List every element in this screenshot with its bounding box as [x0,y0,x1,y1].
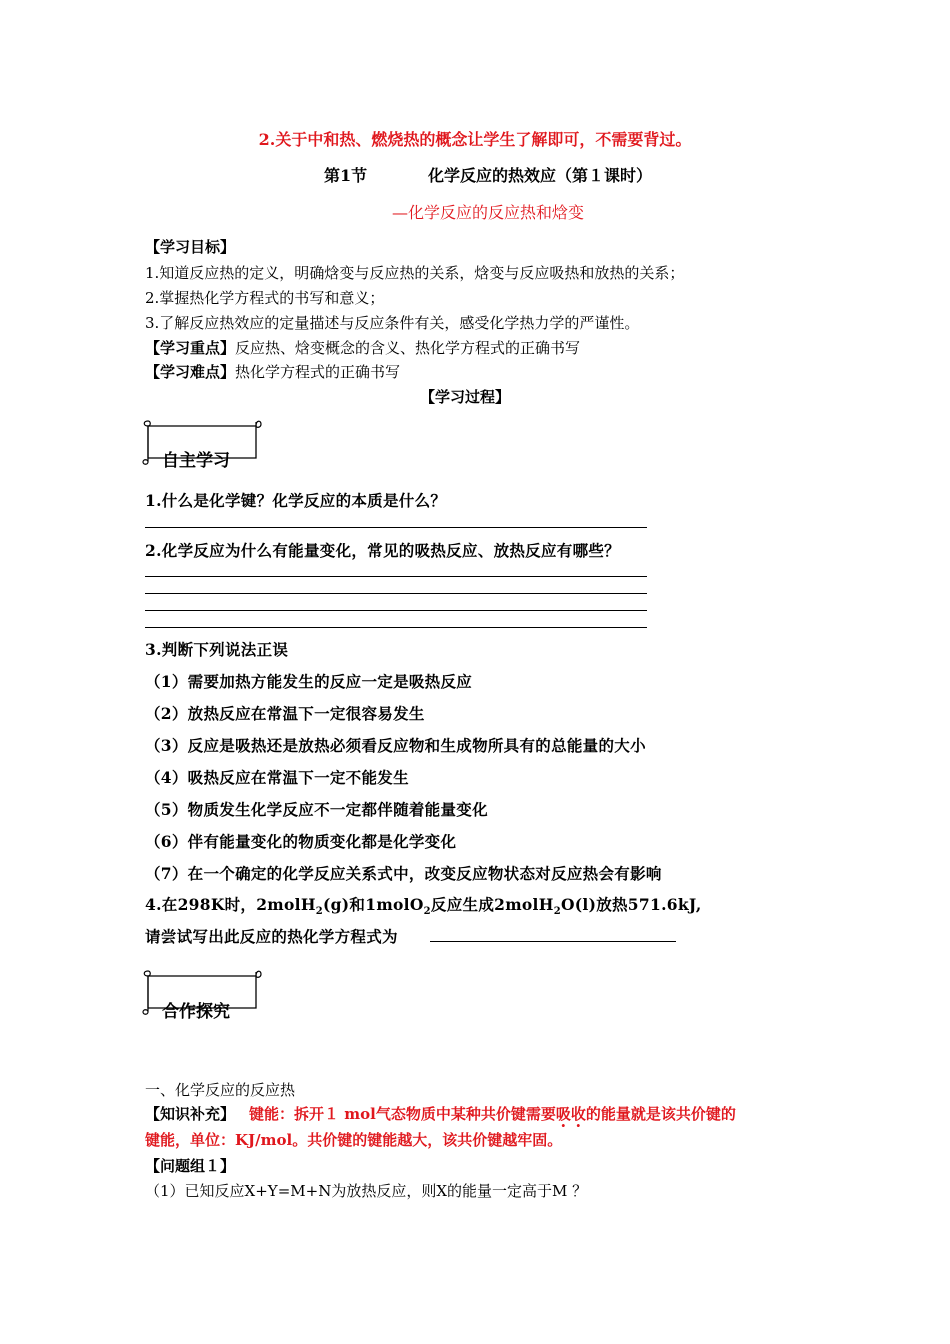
difficulties [145,361,400,382]
difficulties-label: 【学习难点】 [145,363,236,381]
question-4: 4.在298K时，2molH$_2$(g)和1molO$_2$反应生成2molH$_2$O(l)放热571.6kJ, [145,895,702,918]
answer-line[interactable] [145,610,647,611]
question-3: 3.判断下列说法正误 [145,640,289,659]
key-points-label: 【学习重点】 [145,339,236,357]
judgment-item: （3）反应是吸热还是放热必须看反应物和生成物所具有的总能量的大小 [145,736,646,755]
question-2: 2.化学反应为什么有能量变化，常见的吸热反应、放热反应有哪些？ [145,541,620,560]
answer-line[interactable] [145,593,647,594]
supplement-label: 【知识补充】 [145,1105,236,1123]
objective-item: 2.掌握热化学方程式的书写和意义； [145,289,385,307]
section-title: 化学反应的热效应（第１课时） [428,166,653,185]
judgment-item: （2）放热反应在常温下一定很容易发生 [145,704,425,723]
group-question-1: （1）已知反应X+Y=M+N为放热反应，则X的能量一定高于M ？ [145,1182,588,1200]
answer-line[interactable] [145,576,647,577]
key-points [145,337,580,358]
question-group-label: 【问题组１】 [145,1157,236,1175]
objective-item: 1.知道反应热的定义，明确焓变与反应热的关系，焓变与反应吸热和放热的关系； [145,264,685,282]
knowledge-supplement: 【知识补充】 键能：拆开１ mol气态物质中某种共价键需要吸收的能量就是该共价键的 [145,1105,736,1123]
section-number: 第1节 [324,166,368,185]
process-heading: 【学习过程】 [420,388,511,406]
judgment-item: （4）吸热反应在常温下一定不能发生 [145,768,409,787]
equation-answer-line[interactable] [430,941,676,942]
supplement-line-2: 键能，单位：KJ/mol。共价键的键能越大，该共价键越牢固。 [145,1131,563,1149]
header-note: 2.关于中和热、燃烧热的概念让学生了解即可，不需要背过。 [258,130,692,149]
judgment-item: （5）物质发生化学反应不一定都伴随着能量变化 [145,800,488,819]
answer-line[interactable] [145,627,647,628]
subtitle: —化学反应的反应热和焓变 [392,203,585,222]
self-study-banner: 自主学习 [162,451,230,471]
objective-item: 3.了解反应热效应的定量描述与反应条件有关，感受化学热力学的严谨性。 [145,314,640,332]
key-points-text: 反应热、焓变概念的含义、热化学方程式的正确书写 [235,339,581,357]
judgment-item: （1）需要加热方能发生的反应一定是吸热反应 [145,672,473,691]
section-heading: 一、化学反应的反应热 [145,1081,296,1099]
objectives-heading: 【学习目标】 [145,238,236,256]
judgment-item: （6）伴有能量变化的物质变化都是化学变化 [145,832,457,851]
question-1: 1.什么是化学键？化学反应的本质是什么？ [145,491,447,510]
question-4-prompt: 请尝试写出此反应的热化学方程式为 [145,927,398,946]
difficulties-text: 热化学方程式的正确书写 [235,363,401,381]
answer-line[interactable] [145,527,647,528]
cooperation-banner: 合作探究 [162,1002,230,1022]
judgment-item: （7）在一个确定的化学反应关系式中，改变反应物状态对反应热会有影响 [145,864,662,883]
